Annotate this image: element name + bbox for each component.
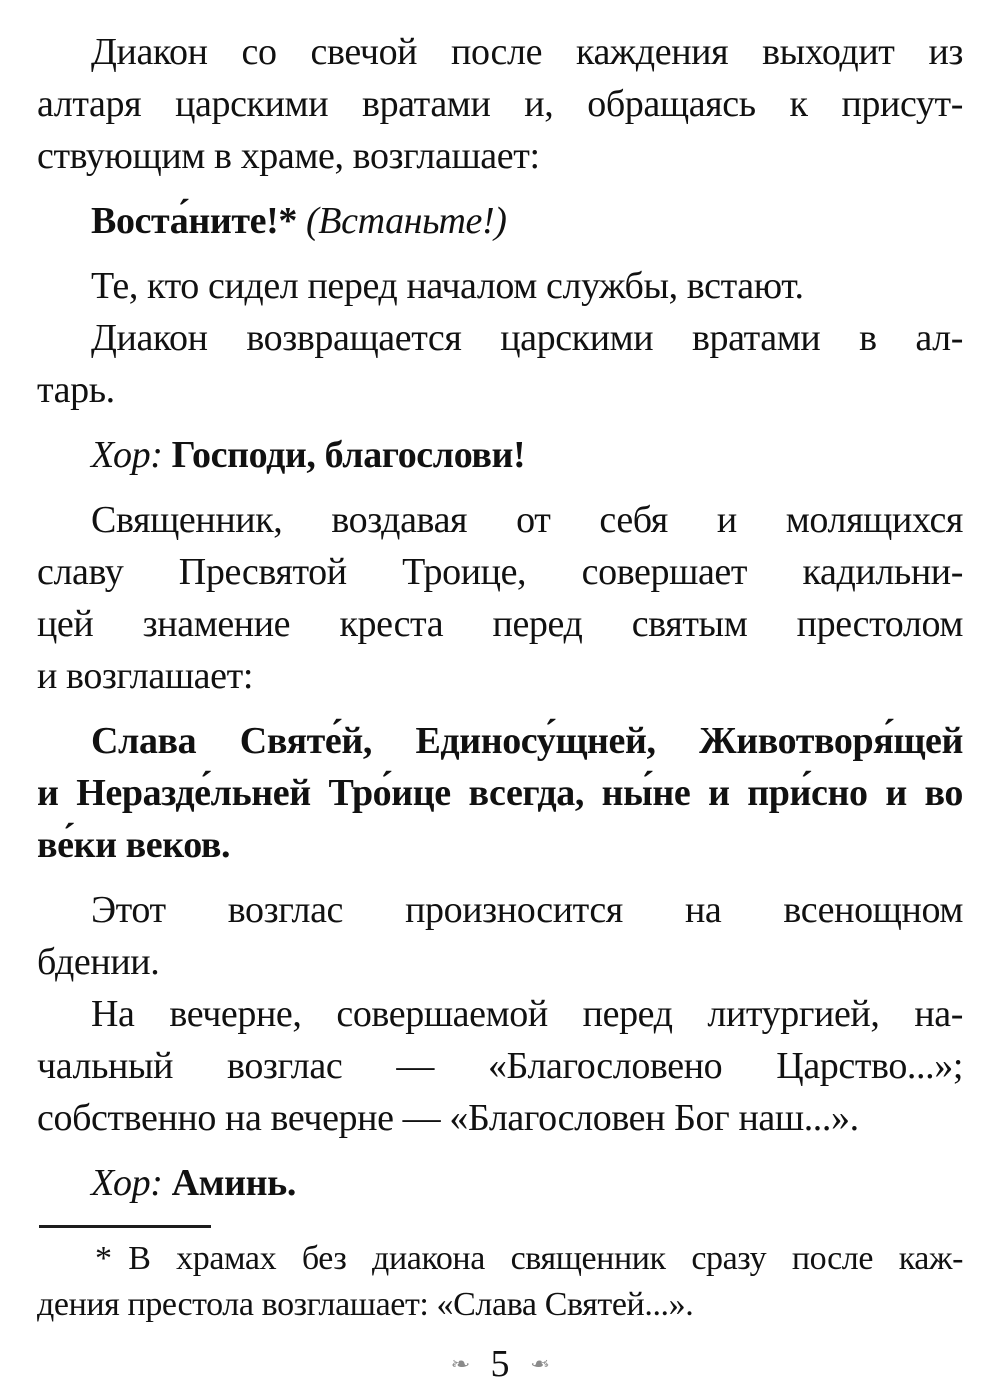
text-line bbox=[37, 988, 963, 1040]
paragraph-vsenoshchnoe bbox=[37, 884, 963, 988]
italic-text: (Встаньте!) bbox=[306, 200, 507, 242]
choir-response-blagoslovi bbox=[37, 429, 963, 481]
body-text: ствующим в храме, возглашает: bbox=[37, 135, 540, 177]
text-line bbox=[37, 429, 963, 481]
text-line bbox=[37, 364, 963, 416]
body-text: Диакон возвращается царскими вратами в ал- bbox=[91, 317, 963, 359]
text-line bbox=[37, 598, 963, 650]
text-line bbox=[37, 819, 963, 871]
body-text: алтаря царскими вратами и, обращаясь к присут- bbox=[37, 83, 963, 125]
bold-text: Воста́ните!* bbox=[91, 200, 307, 242]
exclamation-vostanite bbox=[37, 195, 963, 247]
page-number: 5 bbox=[490, 1343, 510, 1385]
floral-ornament-left-icon: ❧ bbox=[450, 1353, 471, 1375]
main-text bbox=[37, 26, 963, 1209]
text-line bbox=[37, 936, 963, 988]
text-line bbox=[37, 494, 963, 546]
paragraph-deacon-exits bbox=[37, 26, 963, 182]
text-line bbox=[37, 260, 963, 312]
text-line bbox=[37, 26, 963, 78]
text-line bbox=[37, 1040, 963, 1092]
text-line bbox=[37, 546, 963, 598]
body-text: собственно на вечерне — «Благословен Бог наш...». bbox=[37, 1097, 859, 1139]
body-text: цей знамение креста перед святым престолом bbox=[37, 603, 963, 645]
text-line bbox=[37, 1092, 963, 1144]
body-text: дения престола возглашает: «Слава Святей...». bbox=[37, 1286, 694, 1323]
text-line bbox=[37, 130, 963, 182]
body-text: На вечерне, совершаемой перед литургией, на- bbox=[91, 993, 963, 1035]
body-text: и возглашает: bbox=[37, 655, 253, 697]
body-text: Те, кто сидел перед началом службы, встают. bbox=[91, 265, 804, 307]
body-text: бдении. bbox=[37, 941, 160, 983]
footnote-divider bbox=[39, 1225, 211, 1228]
bold-text: Аминь. bbox=[171, 1162, 296, 1204]
bold-text: Слава Святе́й, Единосу́щней, Животворя́щей bbox=[91, 720, 963, 762]
text-line bbox=[37, 1157, 963, 1209]
text-line bbox=[37, 1282, 963, 1328]
text-line bbox=[37, 884, 963, 936]
bold-text: ве́ки веков. bbox=[37, 824, 231, 866]
text-line bbox=[37, 767, 963, 819]
text-line bbox=[37, 312, 963, 364]
body-text: славу Пресвятой Троице, совершает кадильни- bbox=[37, 551, 963, 593]
floral-ornament-right-icon: ❧ bbox=[529, 1353, 550, 1375]
text-line bbox=[37, 1236, 963, 1282]
paragraph-vecherne bbox=[37, 988, 963, 1144]
body-text: Этот возглас произносится на всенощном bbox=[91, 889, 963, 931]
page-footer bbox=[37, 1342, 963, 1386]
paragraph-those-seated-stand bbox=[37, 260, 963, 312]
paragraph-deacon-returns bbox=[37, 312, 963, 416]
footnote-text bbox=[37, 1236, 963, 1328]
body-text: Священник, воздавая от себя и молящихся bbox=[91, 499, 963, 541]
bold-text: Господи, благослови! bbox=[171, 434, 526, 476]
body-text: чальный возглас — «Благословено Царство...»; bbox=[37, 1045, 963, 1087]
body-text: Диакон со свечой после каждения выходит из bbox=[91, 31, 963, 73]
text-line bbox=[37, 650, 963, 702]
text-line bbox=[37, 195, 963, 247]
body-text: тарь. bbox=[37, 369, 115, 411]
italic-text: Хор: bbox=[91, 434, 172, 476]
italic-text: Хор: bbox=[91, 1162, 172, 1204]
body-text: * В храмах без диакона священник сразу после каж- bbox=[95, 1240, 963, 1277]
exclamation-slava-svyatey bbox=[37, 715, 963, 871]
footnote-section bbox=[37, 1225, 963, 1328]
text-line bbox=[37, 78, 963, 130]
paragraph-priest-censes bbox=[37, 494, 963, 702]
bold-text: и Неразде́льней Тро́ице всегда, ны́не и при́сно и во bbox=[37, 772, 963, 814]
choir-response-amin bbox=[37, 1157, 963, 1209]
text-line bbox=[37, 715, 963, 767]
